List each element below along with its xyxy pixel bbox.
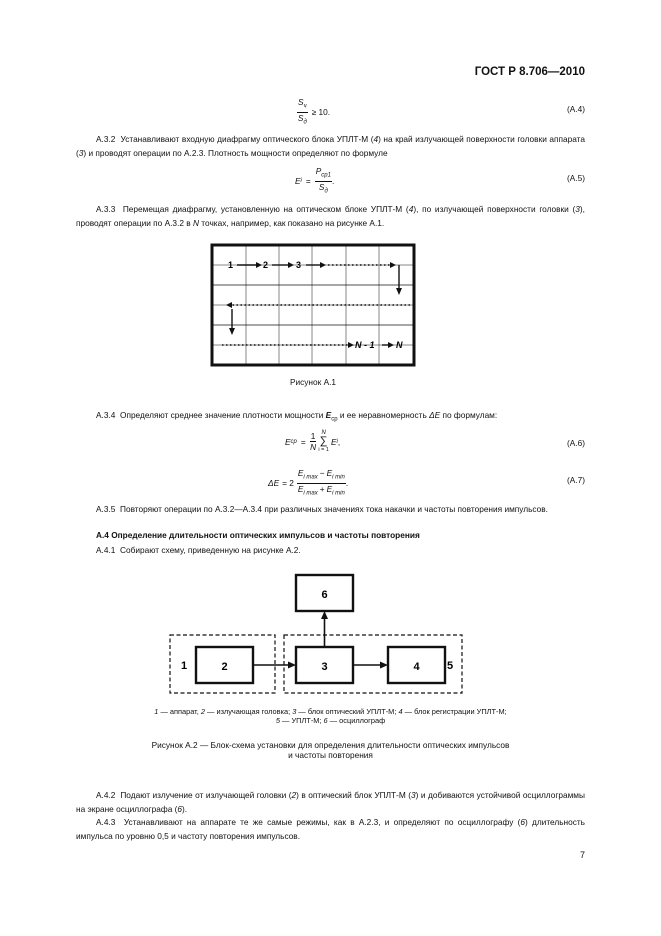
paragraph-a43: А.4.3 Устанавливают на аппарате те же самые режимы, как в А.2.3, и определяют по осциллографу (6) длительность импульса по уровню 0,5 и частоту повторения импульсов. [76,817,585,841]
fig-a2-block-4: 4 [413,661,420,673]
paragraph-a42: А.4.2 Подают излучение от излучающей головки (2) в оптический блок УПЛТ-М (3) и добиваются устойчивой осциллограммы на экране осциллографа (6). [76,790,585,814]
fig-a2-block-3: 3 [321,661,328,673]
figure-a1-caption: Рисунок А.1 [289,377,337,387]
equation-number-a7: (А.7) [567,475,585,485]
equation-number-a4: (А.4) [567,104,585,114]
paragraph-a41: А.4.1 Собирают схему, приведенную на рисунке А.2. [96,545,301,555]
figure-a2-legend: 1 — аппарат, 2 — излучающая головка; 3 — блок оптический УПЛТ-М; 4 — блок регистрации УПЛТ-М; 5 — УПЛТ-М; 6 — осциллограф [154,707,507,725]
fig-a2-block-6: 6 [321,589,328,601]
figure-a1-grid [210,243,416,367]
paragraph-a34: А.3.4 Определяют среднее значение плотности мощности $E_{ср}$ и ее неравномерность ΔE по формулам: [96,410,498,423]
paragraph-a33: А.3.3 Перемещая диафрагму, установленную на оптическом блоке УПЛТ-М (4), по излучающей поверхности головки (3), проводят операции по А.3.2 в N точках, например, как показано на рисунке А.1. [76,204,585,228]
fig-a1-label-n-1: N - 1 [355,340,375,350]
fig-a1-label-1: 1 [228,260,234,270]
paragraph-a35: А.3.5 Повторяют операции по А.3.2—А.3.4 при различных значениях тока накачки и частоты повторения импульсов. [96,504,548,514]
equation-a6: E ср = $\frac{1}{N}$ N ∑ i = 1 E i , [285,430,341,453]
fig-a1-label-2: 2 [263,260,269,270]
fig-a1-label-n: N [396,340,403,350]
equation-number-a5: (А.5) [567,173,585,183]
standard-number: ГОСТ Р 8.706—2010 [474,66,585,78]
section-a4-heading: А.4 Определение длительности оптических импульсов и частоты повторения [96,530,420,540]
equation-number-a6: (А.6) [567,438,585,448]
equation-a5: E i = $\frac{P_{ср1}}{S_д}$ . [295,166,335,195]
equation-a7: ΔE = 2 $\frac{E_{i max} - E_{i min}}{E_{i max} + E_{i min}}$ . [268,468,349,497]
paragraph-a32: А.3.2 Устанавливают входную диафрагму оптического блока УПЛТ-М (4) на край излучающей поверхности головки аппарата (3) и проводят операции по А.2.3. Плотность мощности определяют по формуле [76,134,585,158]
figure-a2-block-diagram [160,565,470,711]
figure-a2-caption: Рисунок А.2 — Блок-схема установки для определения длительности оптических импульсов и частоты повторения [151,740,510,760]
page-number: 7 [579,850,585,860]
fig-a1-label-3: 3 [296,260,302,270]
fig-a2-block-2: 2 [221,661,228,673]
fig-a2-label-1: 1 [181,660,188,672]
equation-a4: $\frac{S_ч}{S_д}$ ≥ 10. [297,97,331,126]
fig-a2-label-5: 5 [447,660,454,672]
